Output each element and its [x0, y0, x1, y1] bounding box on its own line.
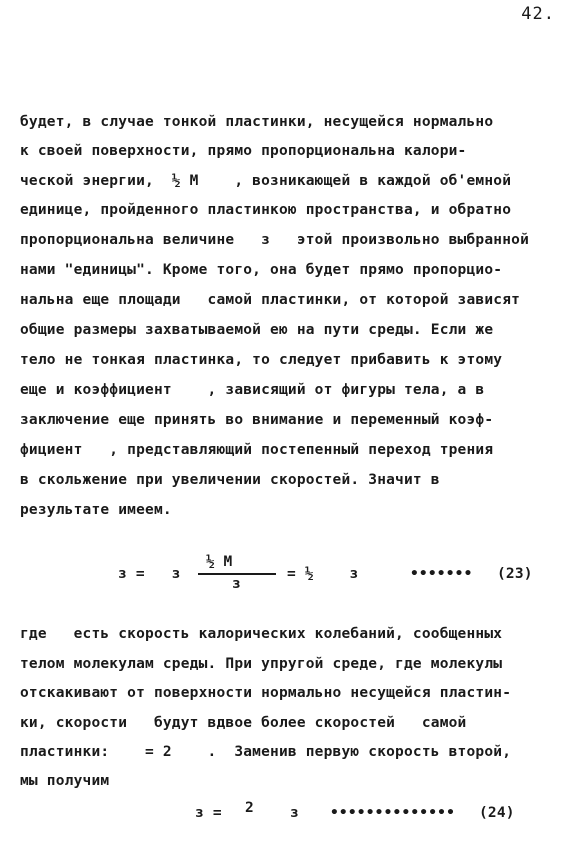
text-line: общие размеры захватываемой ею на пути среды. Если же — [20, 322, 494, 338]
text-line: нальна еще площади самой пластинки, от которой зависят — [20, 292, 521, 308]
page-number: 42. — [521, 4, 555, 24]
text-line: пропорциональна величине з этой произвольно выбранной — [20, 232, 529, 248]
text-line: еще и коэффициент , зависящий от фигуры тела, а в — [20, 382, 485, 398]
equation-23-numerator: ½ M — [206, 554, 233, 570]
fraction-bar — [198, 573, 276, 575]
text-line: единице, пройденного пластинкою пространства, и обратно — [20, 202, 512, 218]
text-line: тело не тонкая пластинка, то следует прибавить к этому — [20, 352, 503, 368]
text-line: ки, скорости будут вдвое более скоростей самой — [20, 715, 467, 731]
text-line: ческой энергии, ½ M , возникающей в каждой об'емной — [20, 173, 512, 189]
text-line: пластинки: = 2 . Заменив первую скорость второй, — [20, 744, 512, 760]
text-line: отскакивают от поверхности нормально несущейся пластин- — [20, 685, 512, 701]
text-line: к своей поверхности, прямо пропорциональна калори- — [20, 143, 467, 159]
equation-23-left: з = з — [118, 566, 181, 582]
text-line: заключение еще принять во внимание и переменный коэф- — [20, 412, 494, 428]
text-line: нами "единицы". Кроме того, она будет прямо пропорцио- — [20, 262, 503, 278]
text-line: мы получим — [20, 773, 110, 789]
equation-23-denominator: з — [232, 576, 241, 592]
equation-24-variable: з — [290, 805, 299, 821]
equation-24-left: з = — [195, 805, 222, 821]
equation-24-coefficient: 2 — [245, 800, 254, 816]
equation-24-dots: •••••••••••••• — [330, 805, 456, 821]
text-line: в скольжение при увеличении скоростей. Значит в — [20, 472, 440, 488]
text-line: телом молекулам среды. При упругой среде, где молекулы — [20, 656, 503, 672]
text-line: результате имеем. — [20, 502, 172, 518]
equation-23-right: = ½ з — [287, 566, 359, 582]
equation-23-number: (23) — [497, 566, 533, 582]
text-line: где есть скорость калорических колебаний, сообщенных — [20, 626, 503, 642]
text-line: будет, в случае тонкой пластинки, несущейся нормально — [20, 114, 494, 130]
equation-24-number: (24) — [479, 805, 515, 821]
equation-23-dots: ••••••• — [410, 566, 473, 582]
text-line: фициент , представляющий постепенный переход трения — [20, 442, 494, 458]
